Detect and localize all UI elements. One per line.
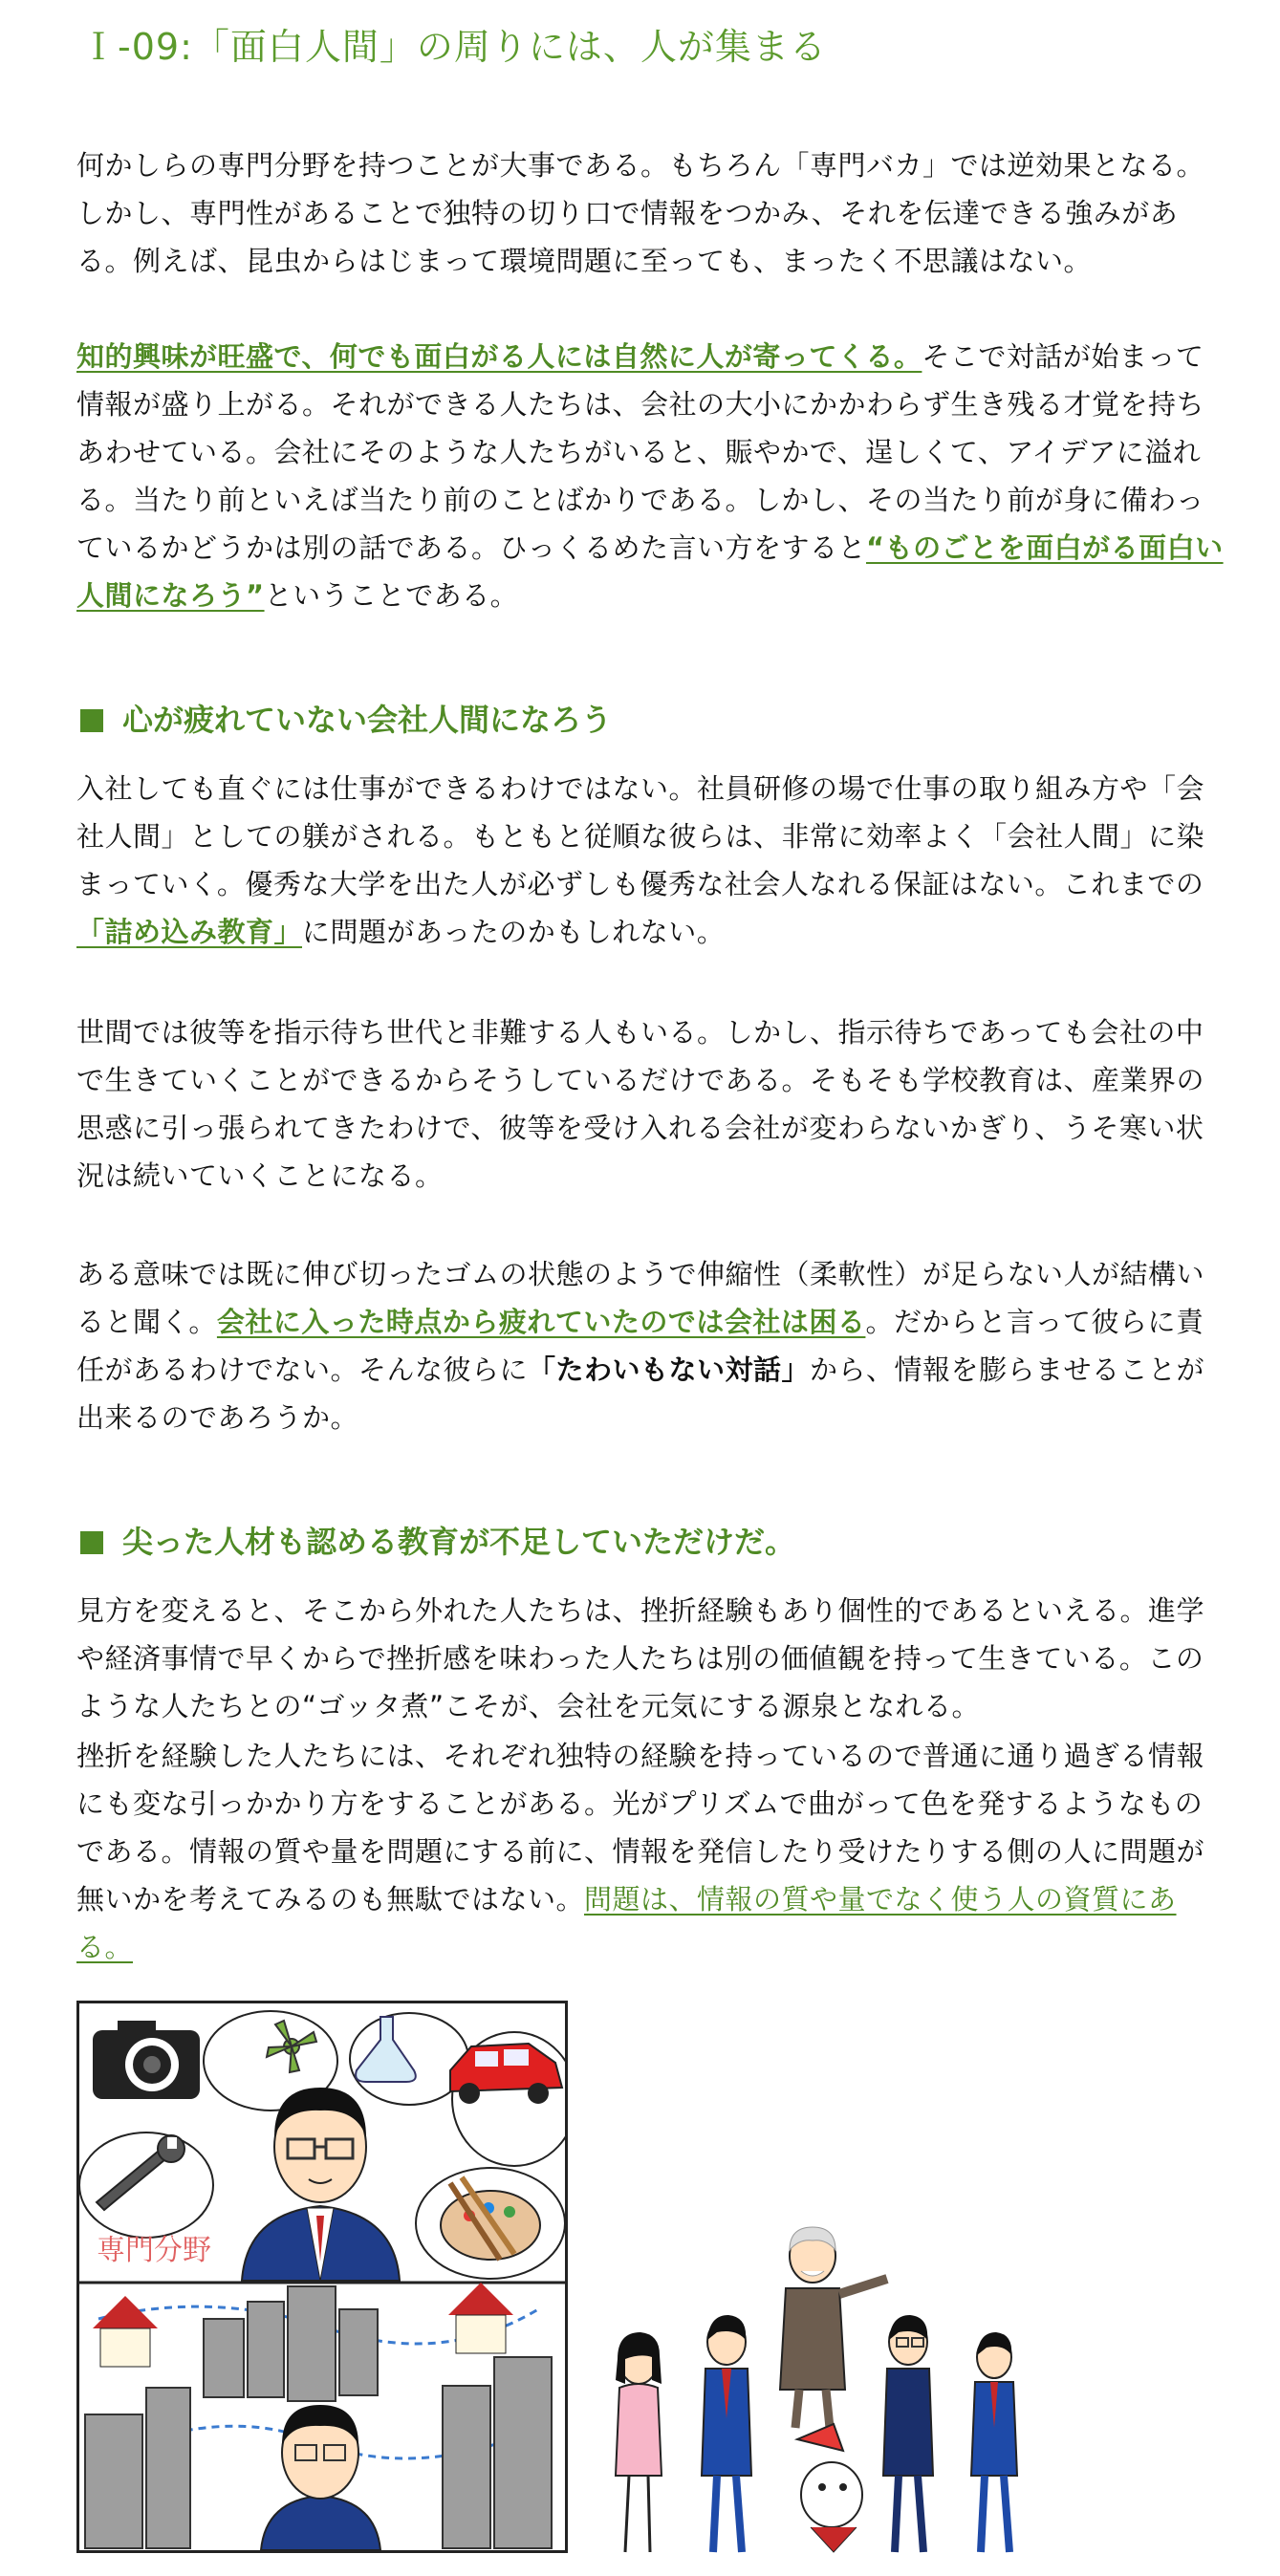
paragraph-5 xyxy=(76,1250,1228,1441)
paragraph-2 xyxy=(76,333,1228,619)
woman-figure xyxy=(616,2332,662,2552)
flask-icon xyxy=(356,2017,416,2082)
house-icon xyxy=(448,2283,513,2353)
paragraph-5-text: ある意味では既に伸び切ったゴムの状態のようで伸縮性（柔軟性）が足らない人が結構いると聞く。 xyxy=(76,1258,1205,1338)
paragraph-5-end: から、情報を膨らませることが出来るのであろうか。 xyxy=(76,1353,1205,1434)
bold-casual-dialogue: 「たわいもない対話」 xyxy=(528,1353,811,1386)
section-heading-1 xyxy=(80,696,612,740)
specialty-label: 専門分野 xyxy=(97,2235,211,2266)
boss-figure xyxy=(780,2227,887,2428)
mascot-figure xyxy=(797,2424,862,2552)
man-figure xyxy=(702,2315,751,2552)
section-heading-2 xyxy=(80,1518,795,1562)
camera-icon xyxy=(93,2021,200,2099)
highlight-quality: 問題は、情報の質や量でなく使う人の資質にある。 xyxy=(76,1883,1177,1963)
highlight-interest: 知的興味が旺盛で、何でも面白がる人には自然に人が寄ってくる。 xyxy=(76,340,922,373)
section-heading-2-text: 尖った人材も認める教育が不足していただけだ。 xyxy=(122,1524,796,1560)
paragraph-3-end: に問題があったのかもしれない。 xyxy=(302,916,726,948)
group-illustration xyxy=(583,2189,1080,2562)
city-scene xyxy=(85,2283,552,2550)
palette-icon xyxy=(441,2177,540,2260)
paragraph-1: 何かしらの専門分野を持つことが大事である。もちろん「専門バカ」では逆効果となる。しかし、専門性があることで独特の切り口で情報をつかみ、それを伝達できる強みがある。例えば、昆虫からはじまって環境問題に至っても、まったく不思議はない。 xyxy=(76,149,1205,277)
highlight-cram-education: 「詰め込み教育」 xyxy=(76,916,303,948)
square-bullet-icon xyxy=(80,1531,103,1554)
car-icon xyxy=(450,2044,562,2104)
group-illustration-art xyxy=(583,2189,1080,2562)
specialist-illustration xyxy=(76,2001,568,2553)
wrench-icon xyxy=(97,2135,184,2210)
house-icon xyxy=(93,2296,158,2367)
section-heading-1-text: 心が疲れていない会社人間になろう xyxy=(122,702,613,738)
man-figure xyxy=(883,2315,933,2552)
highlight-interesting-person: “ものごとを面白がる面白い人間になろう” xyxy=(76,531,1224,612)
paragraph-2-text: そこで対話が始まって情報が盛り上がる。それができる人たちは、会社の大小にかかわらず生き残る才覚を持ちあわせている。会社にそのような人たちがいると、賑やかで、逞しくて、アイデアに溢れる。当たり前といえば当たり前のことばかりである。しかし、その当たり前が身に備わっているかどうかは別の話である。ひっくるめた言い方をすると xyxy=(76,340,1205,564)
businessman-figure xyxy=(242,2088,400,2281)
paragraph-7-text: 挫折を経験した人たちには、それぞれ独特の経験を持っているので普通に通り過ぎる情報にも変な引っかかり方をすることがある。光がプリズムで曲がって色を発するようなものである。情報の質や量を問題にする前に、情報を発信したり受けたりする側の人に問題が無いかを考えてみるのも無駄ではない。 xyxy=(76,1740,1205,1916)
square-bullet-icon xyxy=(80,709,103,732)
highlight-tired: 会社に入った時点から疲れていたのでは会社は困る xyxy=(216,1306,866,1338)
specialist-illustration-art xyxy=(79,2003,565,2550)
insect-icon xyxy=(267,2021,316,2072)
paragraph-3-text: 入社しても直ぐには仕事ができるわけではない。社員研修の場で仕事の取り組み方や「会社人間」としての躾がされる。もともと従順な彼らは、非常に効率よく「会社人間」に染まっていく。優秀な大学を出た人が必ずしも優秀な社会人なれる保証はない。これまでの xyxy=(76,772,1205,900)
page-title: Ｉ-09:「面白人間」の周りには、人が集まる xyxy=(80,26,827,68)
paragraph-2-end: ということである。 xyxy=(264,579,519,612)
paragraph-3 xyxy=(76,765,1228,956)
paragraph-6: 見方を変えると、そこから外れた人たちは、挫折経験もあり個性的であるといえる。進学や経済事情で早くからで挫折感を味わった人たちは別の価値観を持って生きている。このような人たちとの“ゴッタ煮”こそが、会社を元気にする源泉となれる。 xyxy=(76,1594,1205,1722)
man-figure xyxy=(971,2332,1017,2552)
paragraph-5-mid: 。だからと言って彼らに責任があるわけでない。そんな彼らに xyxy=(76,1306,1204,1386)
paragraph-7 xyxy=(76,1732,1228,1971)
paragraph-4: 世間では彼等を指示待ち世代と非難する人もいる。しかし、指示待ちであっても会社の中で生きていくことができるからそうしているだけである。そもそも学校教育は、産業界の思惑に引っ張られてきたわけで、彼等を受け入れる会社が変わらないかぎり、うそ寒い状況は続いていくことになる。 xyxy=(76,1016,1205,1192)
